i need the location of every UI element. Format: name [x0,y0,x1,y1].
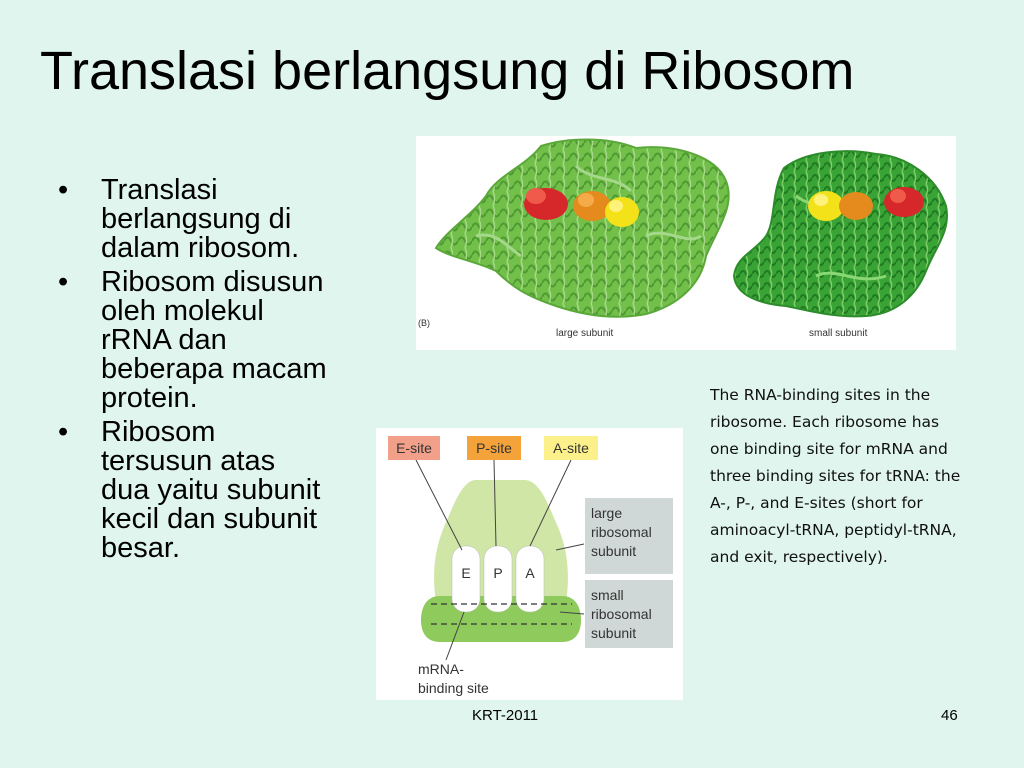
p-slot-letter: P [493,565,503,581]
binding-sites-diagram [376,428,683,700]
small-label-line-2: ribosomal [591,606,652,622]
e-site-label: E-site [396,440,432,456]
footer-label: KRT-2011 [472,707,539,724]
bullet-text: Ribosom disusun oleh molekul rRNA dan beberapa macam protein. [101,266,327,414]
small-label-line-3: subunit [591,625,637,641]
p-site-label: P-site [476,440,512,456]
large-subunit-shape [436,140,729,317]
bullet-dot: • [58,266,69,298]
small-subunit-shape [734,151,947,316]
panel-label: (B) [418,318,430,328]
a-slot-letter: A [525,565,535,581]
a-site-trna [605,197,639,227]
bullet-item [58,176,328,263]
large-subunit-label: large subunit [556,328,614,339]
slide-title: Translasi berlangsung di Ribosom [40,41,855,101]
bullet-dot: • [58,174,69,206]
page-number: 46 [941,707,958,724]
mrna-label-line-1: mRNA- [418,661,464,677]
bullet-item [58,268,328,413]
large-label-line-2: ribosomal [591,524,652,540]
large-label-line-3: subunit [591,543,637,559]
mrna-label-line-2: binding site [418,680,489,696]
small-subunit-label: small subunit [809,328,868,339]
bullet-text: Ribosom tersusun atas dua yaitu subunit kecil dan subunit besar. [101,416,321,564]
small-label-line-1: small [591,587,624,603]
large-label-line-1: large [591,505,623,521]
a-site-label: A-site [553,440,589,456]
ribosome-structure-image [416,136,956,350]
bullet-list [58,176,328,568]
figure-caption: The RNA-binding sites in the ribosome. Each ribosome has one binding site for mRNA and three binding sites for tRNA: the A-, P-, and E-sites (short for aminoacyl-tRNA, peptidyl-tRNA, and exit, respectively). [710,386,961,566]
bullet-text: Translasi berlangsung di dalam ribosom. [101,174,300,264]
e-slot-letter: E [461,565,471,581]
bullet-item [58,418,328,563]
bullet-dot: • [58,416,69,448]
